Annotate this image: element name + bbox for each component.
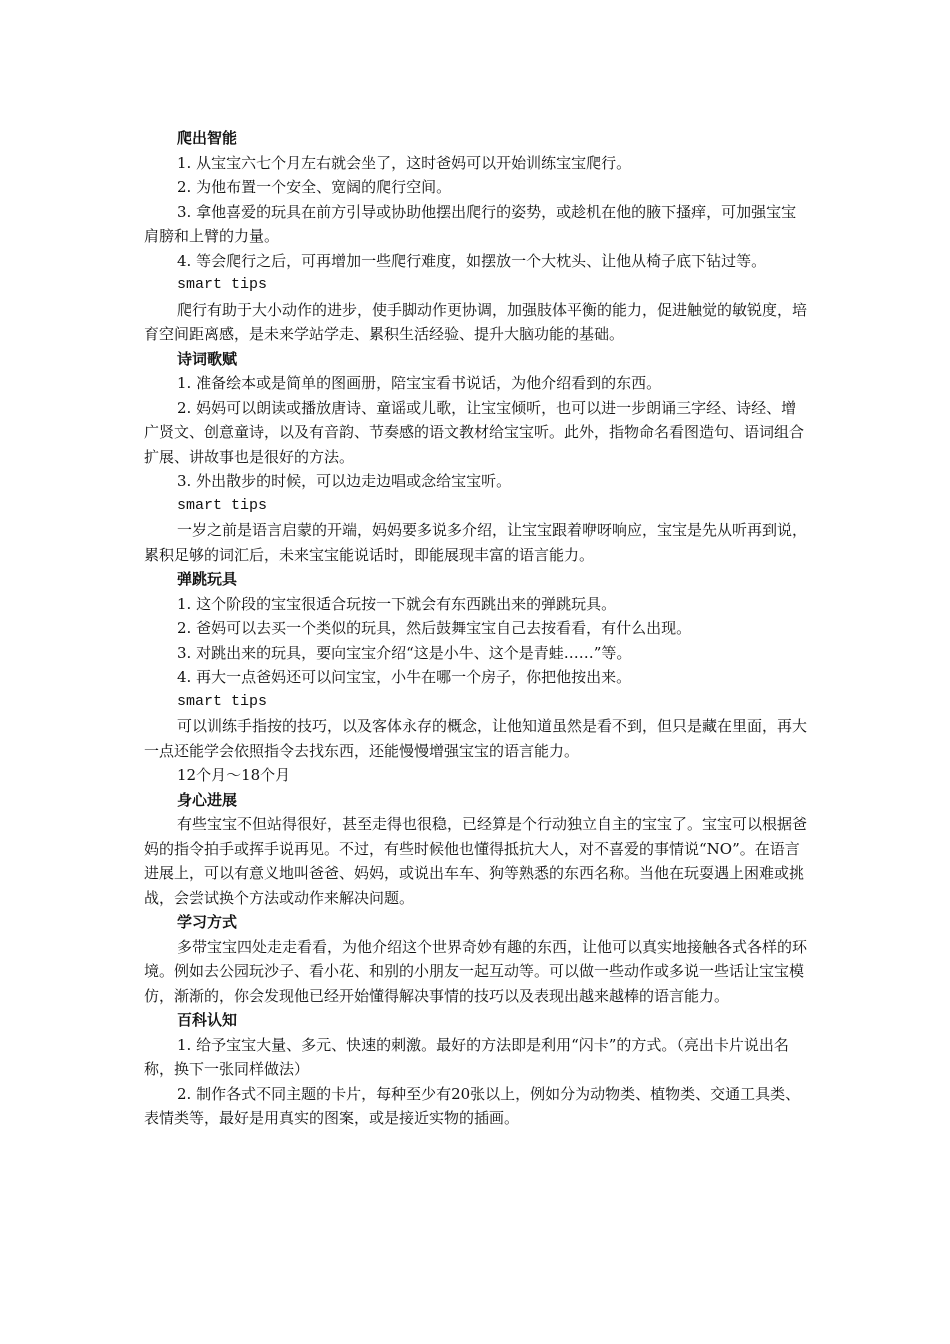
section-popup-toys: [144, 567, 808, 788]
paragraph: 2. 制作各式不同主题的卡片，每种至少有20张以上，例如分为动物类、植物类、交通工具类、表情类等，最好是用真实的图案，或是接近实物的插画。: [144, 1084, 801, 1127]
paragraph: 3. 对跳出来的玩具，要向宝宝介绍“这是小牛、这个是青蛙……”等。: [177, 643, 632, 662]
section-poetry: [144, 347, 808, 568]
section-heading: 百科认知: [177, 1011, 238, 1029]
section-development: [144, 788, 808, 911]
smart-tips-label: smart tips: [177, 496, 268, 514]
smart-tips-label: smart tips: [177, 276, 268, 293]
paragraph: 1. 准备绘本或是简单的图画册，陪宝宝看书说话，为他介绍看到的东西。: [177, 374, 662, 392]
paragraph: 1. 这个阶段的宝宝很适合玩按一下就会有东西跳出来的弹跳玩具。: [177, 594, 617, 613]
paragraph: 2. 爸妈可以去买一个类似的玩具，然后鼓舞宝宝自己去按看看，有什么出现。: [177, 619, 692, 637]
paragraph: 1. 从宝宝六七个月左右就会坐了，这时爸妈可以开始训练宝宝爬行。: [177, 153, 632, 172]
paragraph: 3. 外出散步的时候，可以边走边唱或念给宝宝听。: [177, 472, 512, 490]
section-heading: 诗词歌赋: [177, 349, 238, 368]
section-heading: 身心进展: [177, 790, 238, 809]
paragraph: 2. 为他布置一个安全、宽阔的爬行空间。: [177, 178, 452, 196]
paragraph: 爬行有助于大小动作的进步，使手脚动作更协调，加强肢体平衡的能力，促进触觉的敏锐度，培育空间距离感，是未来学站学走、累积生活经验、提升大脑功能的基础。: [144, 300, 808, 343]
paragraph: 1. 给予宝宝大量、多元、快速的刺激。最好的方法即是利用“闪卡”的方式。（亮出卡片说出名称，换下一张同样做法）: [144, 1035, 789, 1078]
age-range-heading: 12个月～18个月: [177, 766, 291, 784]
section-heading: 爬出智能: [177, 129, 238, 147]
section-crawling: [144, 126, 808, 347]
section-heading: 学习方式: [177, 913, 238, 931]
section-heading: 弹跳玩具: [177, 570, 238, 588]
paragraph: 2. 妈妈可以朗读或播放唐诗、童谣或儿歌，让宝宝倾听，也可以进一步朗诵三字经、诗经、增广贤文、创意童诗，以及有音韵、节奏感的语文教材给宝宝听。此外，指物命名看图造句、语词组合扩展、讲故事也是很好的方法。: [144, 398, 805, 466]
paragraph: 4. 等会爬行之后，可再增加一些爬行难度，如摆放一个大枕头、让他从椅子底下钻过等。: [177, 251, 767, 270]
paragraph: 有些宝宝不但站得很好，甚至走得也很稳，已经算是个行动独立自主的宝宝了。宝宝可以根据爸妈的指令拍手或挥手说再见。不过，有些时候他也懂得抵抗大人，对不喜爱的事情说“NO”。在语言进展上，可以有意义地叫爸爸、妈妈，或说出车车、狗等熟悉的东西名称。当他在玩耍遇上困难或挑战，会尝试换个方法或动作来解决问题。: [144, 815, 808, 907]
paragraph: 多带宝宝四处走走看看，为他介绍这个世界奇妙有趣的东西，让他可以真实地接触各式各样的环境。例如去公园玩沙子、看小花、和别的小朋友一起互动等。可以做一些动作或多说一些话让宝宝模仿，渐渐的，你会发现他已经开始懂得解决事情的技巧以及表现出越来越棒的语言能力。: [144, 937, 808, 1005]
section-encyclopedia: [144, 1008, 808, 1131]
paragraph: 一岁之前是语言启蒙的开端，妈妈要多说多介绍，让宝宝跟着咿呀响应，宝宝是先从听再到说，累积足够的词汇后，未来宝宝能说话时，即能展现丰富的语言能力。: [144, 521, 808, 564]
paragraph: 4. 再大一点爸妈还可以问宝宝，小牛在哪一个房子，你把他按出来。: [177, 668, 632, 686]
smart-tips-label: smart tips: [177, 692, 268, 710]
paragraph: 可以训练手指按的技巧，以及客体永存的概念，让他知道虽然是看不到，但只是藏在里面，再大一点还能学会依照指令去找东西，还能慢慢增强宝宝的语言能力。: [144, 717, 808, 760]
section-learning: [144, 910, 808, 1008]
paragraph: 3. 拿他喜爱的玩具在前方引导或协助他摆出爬行的姿势，或趁机在他的腋下搔痒，可加强宝宝肩膀和上臂的力量。: [144, 202, 797, 245]
document-body: [144, 126, 808, 1131]
